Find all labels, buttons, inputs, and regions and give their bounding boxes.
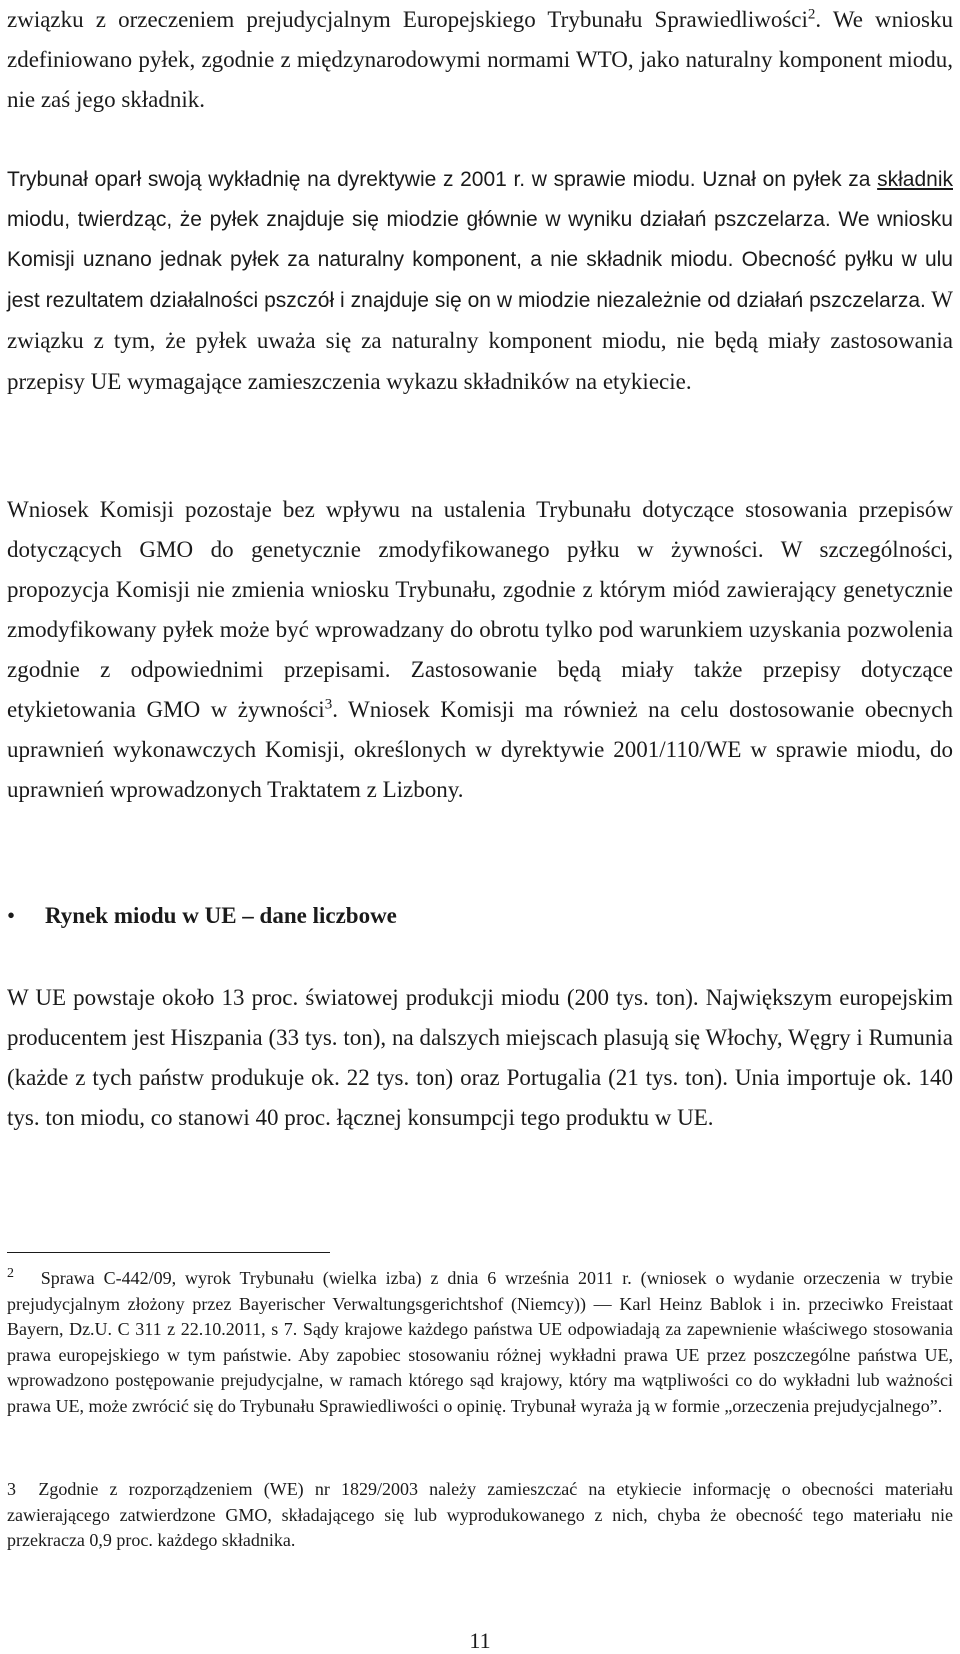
footnote-ref-2[interactable]: 2	[807, 6, 816, 23]
bullet-icon: •	[7, 903, 16, 928]
paragraph-text: Trybunał oparł swoją wykładnię na dyrektywie z 2001 r. w sprawie miodu. Uznał on pyłek za	[7, 168, 878, 191]
paragraph-gmo-rules	[7, 490, 953, 810]
footnote-ref-3[interactable]: 3	[324, 696, 333, 713]
paragraph-text: W związku z tym, że pyłek uważa się za naturalny komponent miodu, nie będą miały zastosowania przepisy UE wymagające zamieszczenia wykazu składników na etykiecie.	[7, 287, 953, 394]
paragraph-court-interpretation	[7, 160, 953, 403]
footnote-text: Zgodnie z rozporządzeniem (WE) nr 1829/2003 należy zamieszczać na etykiecie informację o obecności materiału zawierającego zatwierdzone GMO, składającego się lub wyprodukowanego z nich, chyba że obecność tego materiału nie przekracza 0,9 proc. każdego składnika.	[7, 1479, 954, 1550]
paragraph-text: związku z orzeczeniem prejudycjalnym Europejskiego Trybunału Sprawiedliwości	[7, 7, 808, 32]
paragraph-text: miodu, twierdząc, że pyłek znajduje się miodzie głównie w wyniku działań pszczelarza. We wniosku Komisji uznano jednak pyłek za naturalny komponent, a nie składnik miodu. Obecność pyłku w ulu jest rezultatem działalności pszczół i znajduje się on w miodzie niezależnie od działań pszczelarza.	[7, 208, 953, 312]
footnote-3	[7, 1477, 953, 1554]
document-page	[7, 0, 953, 1654]
paragraph-text: Wniosek Komisji pozostaje bez wpływu na ustalenia Trybunału dotyczące stosowania przepisów dotyczących GMO do genetycznie zmodyfikowanego pyłku w żywności. W szczególności, propozycja Komisji nie zmienia wniosku Trybunału, zgodnie z którym miód zawierający genetycznie zmodyfikowany pyłek może być wprowadzany do obrotu tylko pod warunkiem uzyskania pozwolenia zgodnie z odpowiednimi przepisami. Zastosowanie będą miały także przepisy dotyczące etykietowania GMO w żywności	[7, 497, 953, 722]
section-heading-text: Rynek miodu w UE – dane liczbowe	[45, 903, 397, 928]
paragraph-ecj-ruling	[7, 0, 953, 120]
paragraph-market-figures: W UE powstaje około 13 proc. światowej produkcji miodu (200 tys. ton). Największym europejskim producentem jest Hiszpania (33 tys. ton), na dalszych miejscach plasują się Włochy, Węgry i Rumunia (każde z tych państw produkuje ok. 22 tys. ton) oraz Portugalia (21 tys. ton). Unia importuje ok. 140 tys. ton miodu, co stanowi 40 proc. łącznej konsumpcji tego produktu w UE.	[7, 985, 953, 1130]
footnote-separator	[7, 1252, 330, 1253]
paragraph-text: . We wniosku zdefiniowano pyłek, zgodnie z międzynarodowymi normami WTO, jako naturalny komponent miodu, nie zaś jego składnik.	[7, 7, 953, 112]
page-number: 11	[469, 1628, 491, 1653]
underlined-word: składnik	[877, 168, 953, 191]
footnote-text: Sprawa C-442/09, wyrok Trybunału (wielka izba) z dnia 6 września 2011 r. (wniosek o wydanie orzeczenia w trybie prejudycjalnym złożony przez Bayerischer Verwaltungsgerichtshof (Niemcy)) — Karl Heinz Bablok i in. przeciwko Freistaat Bayern, Dz.U. C 311 z 22.10.2011, s 7. Sądy krajowe każdego państwa UE odpowiadają za zapewnienie właściwego stosowania prawa europejskiego w tym państwie. Aby zapobiec stosowaniu różnej wykładni prawa UE przez poszczególne państwa UE, wprowadzono postępowanie prejudycjalne, w ramach którego sąd krajowy, który ma wątpliwości co do wykładni lub ważności prawa UE, może zwrócić się do Trybunału Sprawiedliwości o opinię. Trybunał wyraża ją w formie „orzeczenia prejudycjalnego”.	[7, 1268, 954, 1416]
section-heading	[7, 896, 953, 936]
footnote-number: 3	[7, 1479, 16, 1499]
footnote-2	[7, 1266, 953, 1419]
footnote-number: 2	[7, 1266, 14, 1281]
paragraph-text: . Wniosek Komisji ma również na celu dostosowanie obecnych uprawnień wykonawczych Komisji, określonych w dyrektywie 2001/110/WE w sprawie miodu, do uprawnień wprowadzonych Traktatem z Lizbony.	[7, 697, 953, 802]
